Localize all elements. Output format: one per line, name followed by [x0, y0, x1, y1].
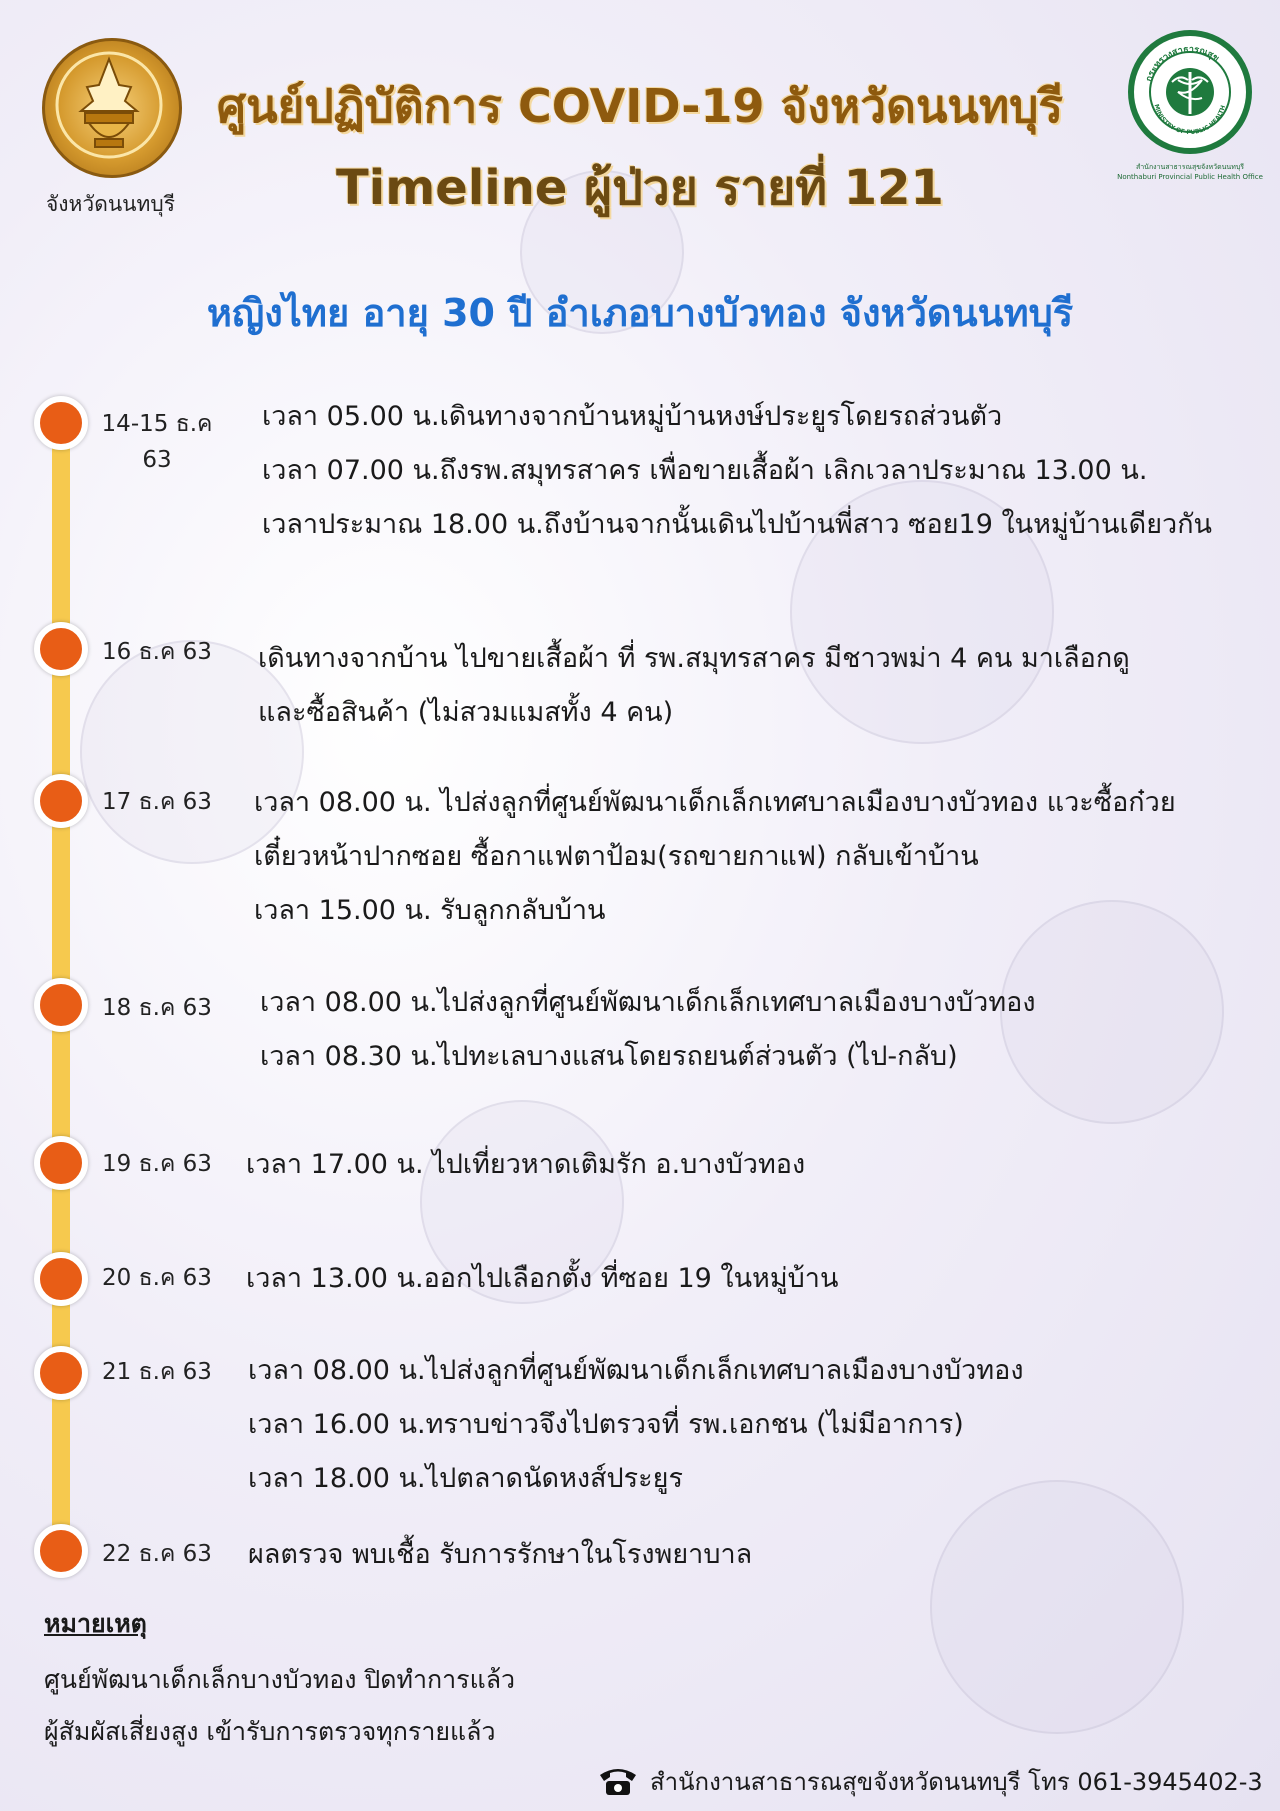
timeline-date	[92, 1536, 222, 1572]
timeline-date-line: 19 ธ.ค 63	[102, 1151, 212, 1177]
timeline-lines	[248, 1528, 752, 1582]
timeline-line: เวลา 07.00 น.ถึงรพ.สมุทรสาคร เพื่อขายเสื้อผ้า เลิกเวลาประมาณ 13.00 น.	[262, 455, 1148, 486]
timeline-line: เวลา 15.00 น. รับลูกกลับบ้าน	[254, 895, 606, 926]
background-virus-decoration	[930, 1480, 1184, 1734]
timeline-date	[92, 1354, 222, 1390]
timeline-date-line: 18 ธ.ค 63	[102, 995, 212, 1021]
patient-subtitle: หญิงไทย อายุ 30 ปี อำเภอบางบัวทอง จังหวัดนนทบุรี	[206, 291, 1074, 335]
timeline-date	[92, 406, 222, 478]
timeline-line: เวลา 08.00 น.ไปส่งลูกที่ศูนย์พัฒนาเด็กเล็กเทศบาลเมืองบางบัวทอง	[248, 1355, 1024, 1386]
note-line: ศูนย์พัฒนาเด็กเล็กบางบัวทอง ปิดทำการแล้ว	[44, 1665, 516, 1694]
timeline-lines	[258, 632, 1130, 740]
timeline-lines	[254, 776, 1176, 938]
timeline-date-line: 17 ธ.ค 63	[102, 789, 212, 815]
timeline-line: เตี๋ยวหน้าปากซอย ซื้อกาแฟตาป้อม(รถขายกาแฟ) กลับเข้าบ้าน	[254, 841, 979, 872]
timeline-lines	[246, 1138, 805, 1192]
timeline-line: เวลา 16.00 น.ทราบข่าวจึงไปตรวจที่ รพ.เอกชน (ไม่มีอาการ)	[248, 1409, 964, 1440]
footer-contact-text: สำนักงานสาธารณสุขจังหวัดนนทบุรี โทร 061-3945402-3	[650, 1768, 1263, 1796]
timeline-line: และซื้อสินค้า (ไม่สวมแมสทั้ง 4 คน)	[258, 697, 674, 728]
telephone-icon	[596, 1763, 640, 1803]
notes-title: หมายเหตุ	[44, 1609, 147, 1638]
timeline-lines	[260, 976, 1036, 1084]
timeline-line: เวลา 08.00 น.ไปส่งลูกที่ศูนย์พัฒนาเด็กเล็กเทศบาลเมืองบางบัวทอง	[260, 987, 1036, 1018]
timeline-dot	[34, 622, 88, 676]
right-seal-ring-text: กระทรวงสาธารณสุข	[1144, 44, 1221, 84]
timeline-date	[92, 634, 222, 670]
timeline-dot	[34, 1252, 88, 1306]
timeline-line: เวลา 13.00 น.ออกไปเลือกตั้ง ที่ซอย 19 ในหมู่บ้าน	[246, 1263, 839, 1294]
timeline-lines	[248, 1344, 1024, 1506]
timeline-line: เวลา 17.00 น. ไปเที่ยวหาดเติมรัก อ.บางบัวทอง	[246, 1149, 806, 1180]
timeline-line: เวลา 08.00 น. ไปส่งลูกที่ศูนย์พัฒนาเด็กเล็กเทศบาลเมืองบางบัวทอง แวะซื้อก๋วย	[254, 787, 1176, 818]
timeline-line: เวลา 08.30 น.ไปทะเลบางแสนโดยรถยนต์ส่วนตัว (ไป-กลับ)	[260, 1041, 958, 1072]
right-seal-caption-th: สำนักงานสาธารณสุขจังหวัดนนทบุรี	[1135, 163, 1245, 171]
note-line: ผู้สัมผัสเสี่ยงสูง เข้ารับการตรวจทุกรายแล้ว	[44, 1717, 496, 1746]
right-seal-caption-en: Nonthaburi Provincial Public Health Office	[1117, 173, 1263, 181]
timeline-date	[92, 990, 222, 1026]
timeline-date-line: 14-15 ธ.ค	[101, 411, 213, 437]
timeline-date-line: 20 ธ.ค 63	[102, 1265, 212, 1291]
timeline-line: เดินทางจากบ้าน ไปขายเสื้อผ้า ที่ รพ.สมุทรสาคร มีชาวพม่า 4 คน มาเลือกดู	[258, 643, 1130, 674]
timeline-date-line: 21 ธ.ค 63	[102, 1359, 212, 1385]
timeline-dot	[34, 1136, 88, 1190]
timeline-line: เวลา 05.00 น.เดินทางจากบ้านหมู่บ้านหงษ์ประยูรโดยรถส่วนตัว	[262, 401, 1003, 432]
nonthaburi-seal-icon	[42, 38, 182, 178]
timeline-line: ผลตรวจ พบเชื้อ รับการรักษาในโรงพยาบาล	[248, 1539, 753, 1570]
timeline-date-line: 63	[142, 447, 172, 473]
timeline-lines	[262, 390, 1212, 552]
timeline-date	[92, 1146, 222, 1182]
timeline-date	[92, 1260, 222, 1296]
right-seal-ring-text-en: MINISTRY OF PUBLIC HEALTH	[1152, 103, 1228, 137]
page-title-timeline: Timeline ผู้ป่วย รายที่ 121	[336, 160, 944, 216]
page-title: ศูนย์ปฏิบัติการ COVID-19 จังหวัดนนทบุรี	[216, 79, 1064, 133]
timeline-date-line: 16 ธ.ค 63	[102, 639, 212, 665]
timeline-dot	[34, 1524, 88, 1578]
timeline-dot	[34, 978, 88, 1032]
right-seal-caption	[1100, 162, 1280, 182]
timeline-date-line: 22 ธ.ค 63	[102, 1541, 212, 1567]
timeline-line: เวลา 18.00 น.ไปตลาดนัดหงส์ประยูร	[248, 1463, 684, 1494]
moph-seal-icon	[1128, 30, 1252, 154]
timeline-lines	[246, 1252, 838, 1306]
footer-contact	[596, 1762, 1263, 1803]
timeline-dot	[34, 396, 88, 450]
timeline-date	[92, 784, 222, 820]
timeline-dot	[34, 774, 88, 828]
timeline-dot	[34, 1346, 88, 1400]
timeline-line: เวลาประมาณ 18.00 น.ถึงบ้านจากนั้นเดินไปบ้านพี่สาว ซอย19 ในหมู่บ้านเดียวกัน	[262, 509, 1212, 540]
left-seal-caption: จังหวัดนนทบุรี	[46, 192, 175, 216]
